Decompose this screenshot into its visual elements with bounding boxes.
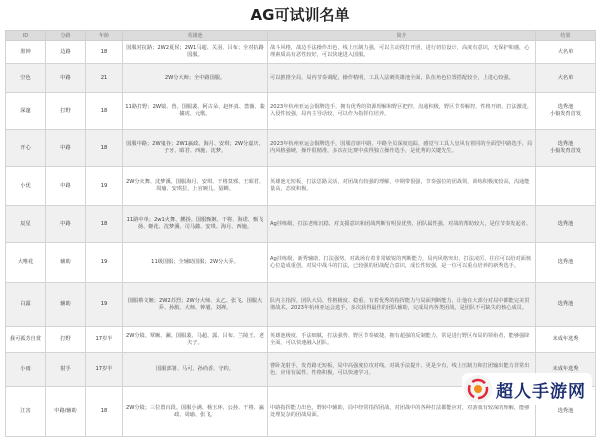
cell-role: 边路 [46,41,86,64]
cell-age: 18 [86,93,123,130]
cell-hero-pool: 11级国服；全辅助国服；2W分大乔。 [123,243,268,283]
col-header-heroes: 英雄池 [123,31,268,41]
cell-result: 选秀池 [536,283,596,327]
cell-hero-pool: 2W分大师；全中路国服。 [123,64,268,93]
cell-result: 选秀池 小狼发育首发 [536,93,596,130]
cell-result: 未成年选秀 [536,327,596,353]
cell-intro: Ag挂练级，打法老练沉稳，对支援意识和团战判断有明显优势，团队属性强，对战的帮助较大，是位节奏发起者。 [268,206,536,243]
cell-hero-pool: 国服蔡文姬；2W2苏烈；2W分大师、太乙、张飞。国服大乔、孙膑、大师、钟馗、刘禅。 [123,283,268,327]
table-row [6,206,596,243]
cell-player-id: 白露 [6,283,46,327]
cell-age: 18 [86,387,123,437]
table-row [6,64,596,93]
cell-hero-pool: 国服对抗路；2W2夏侯；2W1马超、关羽、吕布；全对抗路国服。 [123,41,268,64]
table-row [6,283,596,327]
cell-age: 17岁半 [86,327,123,353]
site-watermark [462,373,592,405]
cell-player-id: 大唯花 [6,243,46,283]
cell-player-id: 空色 [6,64,46,93]
cell-age: 18 [86,130,123,167]
cell-player-id: 开心 [6,130,46,167]
table-row [6,130,596,167]
cell-intro: Ag挂练级，新秀辅助，打法强势，对战场有着非常敏锐的判断能力，局内风格突出，打法凌厉，往往可以给对面核心位造成重创，对局中战斗的打法，已较强的团战配合意识，成长性较强，是一位可以重点培养的新秀选手。 [268,243,536,283]
col-header-role: 分路 [46,31,86,41]
table-row [6,41,596,64]
cell-player-id: 墨钟 [6,41,46,64]
cell-intro: 曹卧龙射手，发育路无短板，局中高强度位攻对线，对战手法提升、更是少有，线上压制力和打团输出能力非常出色，应用有属性、性格积极，可以快速学习。 [268,353,536,387]
cell-role: 中路 [46,167,86,206]
cell-result: 选秀池 [536,206,596,243]
cell-age: 17岁半 [86,353,123,387]
cell-role: 中路 [46,206,86,243]
site-logo-icon [464,375,492,403]
cell-result: 大名单 [536,41,596,64]
cell-intro: 中路指挥能力出色，野转中辅助，局中经常指挥团战，对团战中的各种打法都能应对，对游戏有较深的理解，能够处理复杂的团战局面。 [268,387,536,437]
cell-age: 21 [86,64,123,93]
cell-role: 中路 [46,130,86,167]
cell-role: 射手 [46,353,86,387]
cell-result [536,167,596,206]
cell-result: 未成年选秀 [536,353,596,387]
table-header-row [6,31,596,41]
cell-age: 19 [86,283,123,327]
cell-player-id: 小雨 [6,353,46,387]
cell-role: 辅助 [46,283,86,327]
cell-intro: 2023年杭州亚运会铜牌选手，拥有优秀的资源理解和野区把控、沟通积极，野区节奏解控，性格开朗、打法激进，入侵性较强，局内主导话较，可以作为指挥位培养。 [268,93,536,130]
cell-role: 中路 [46,64,86,93]
cell-age: 18 [86,206,123,243]
cell-age: 18 [86,41,123,64]
cell-intro: 战斗风格，战边手法操作出色，线上压制力强，可以主动找打开团，进行切位设计，高度有意识，无保护和感，心理素质高有恶性较好，可以快速进入国服。 [268,41,536,64]
cell-result: 选秀池 [536,387,596,437]
cell-player-id: 深邃 [6,93,46,130]
cell-player-id: 江害 [6,387,46,437]
cell-age: 19 [86,243,123,283]
page-title: AG可试训名单 [250,6,350,24]
cell-intro: 可以推推全局，局内节奏调配，操作精明，工具人法刺英雄池全面，队伍角色位置搭配较全，上进心较强。 [268,64,536,93]
col-header-result: 结果 [536,31,596,41]
cell-intro: 英雄池极度，手法细腻，打法强势、野区节奏敏捷，拥有超强的反制能力，常是进行野区布局的领衔者，能够强降全面，可以快速融入团队。 [268,327,536,353]
col-header-id: ID [6,31,46,41]
cell-role: 打野 [46,327,86,353]
cell-hero-pool: 国服中路；2W鬼谷；2W1嬴政、海月、安琪；2W分嘉庆、子牙、昭君、西施、沈梦。 [123,130,268,167]
cell-age: 19 [86,167,123,206]
cell-role: 打野 [46,93,86,130]
col-header-age: 年龄 [86,31,123,41]
cell-intro: 队内主指挥，团队大局、性格极度、稳重，有着优秀的指挥能力与局面判断能力，让他在大部分对局中都能完美贯彻战术。2023年杭州亚运会选手，多次获得最佳的团队辅助，完成局内各类团战，是团队不可缺失的核心成员。 [268,283,536,327]
table-row [6,167,596,206]
cell-result: 大名单 [536,64,596,93]
table-row [6,93,596,130]
cell-hero-pool: 2W分镜、覃瞅、澜。国服裴、马超、露、吕布、兰陵王、老夫子。 [123,327,268,353]
table-row [6,327,596,353]
cell-hero-pool: 11路中单；2w1火舞、鹏扬。国服甄姬、干将、海诺、甄飞扬、姬花、沈梦溪、司马懿、安琪、海月、西施。 [123,206,268,243]
cell-hero-pool: 国服部署、马可、孙尚香、守约。 [123,353,268,387]
cell-player-id: 我可孤芳自赏 [6,327,46,353]
cell-intro: 英雄池无短板，打法思路灵活，对团战有较强的理解，中期带很强，节奏强位的团战领，训练积极度较高，沟通能量高，态度积极。 [268,167,536,206]
cell-result: 选秀池 [536,243,596,283]
cell-intro: 2023年杭州亚运会铜牌选手，国服首席中路，中路全员深度追踪，感觉与工具人皇风有着同的全面型中路选手，局内风格强硬，操作很精准，多次在比赛中获得独立操作选手，是优秀的关键先生。 [268,130,536,167]
cell-player-id: 小优 [6,167,46,206]
cell-role: 中路/辅助 [46,387,86,437]
cell-hero-pool: 2W分镜；三位置百段。国服小满、杨玉环、公孙、干将、嬴政、周瑜、张飞。 [123,387,268,437]
cell-role: 辅助 [46,243,86,283]
cell-player-id: 辰星 [6,206,46,243]
cell-result: 选秀池 小狼发育首发 [536,130,596,167]
col-header-intro: 简介 [268,31,536,41]
cell-hero-pool: 2W分火舞、沈梦溪。国服海月、安琪、干将莫邪、王昭君、周瑜、安琪拉、上官婉儿、貂蝉。 [123,167,268,206]
cell-hero-pool: 11路打野；2W镜、兽。国服裴、阿古朵、赵怀真、蔷薇、裴擒虎、元歌。 [123,93,268,130]
watermark-text: 超人手游网 [496,381,586,402]
table-row [6,243,596,283]
